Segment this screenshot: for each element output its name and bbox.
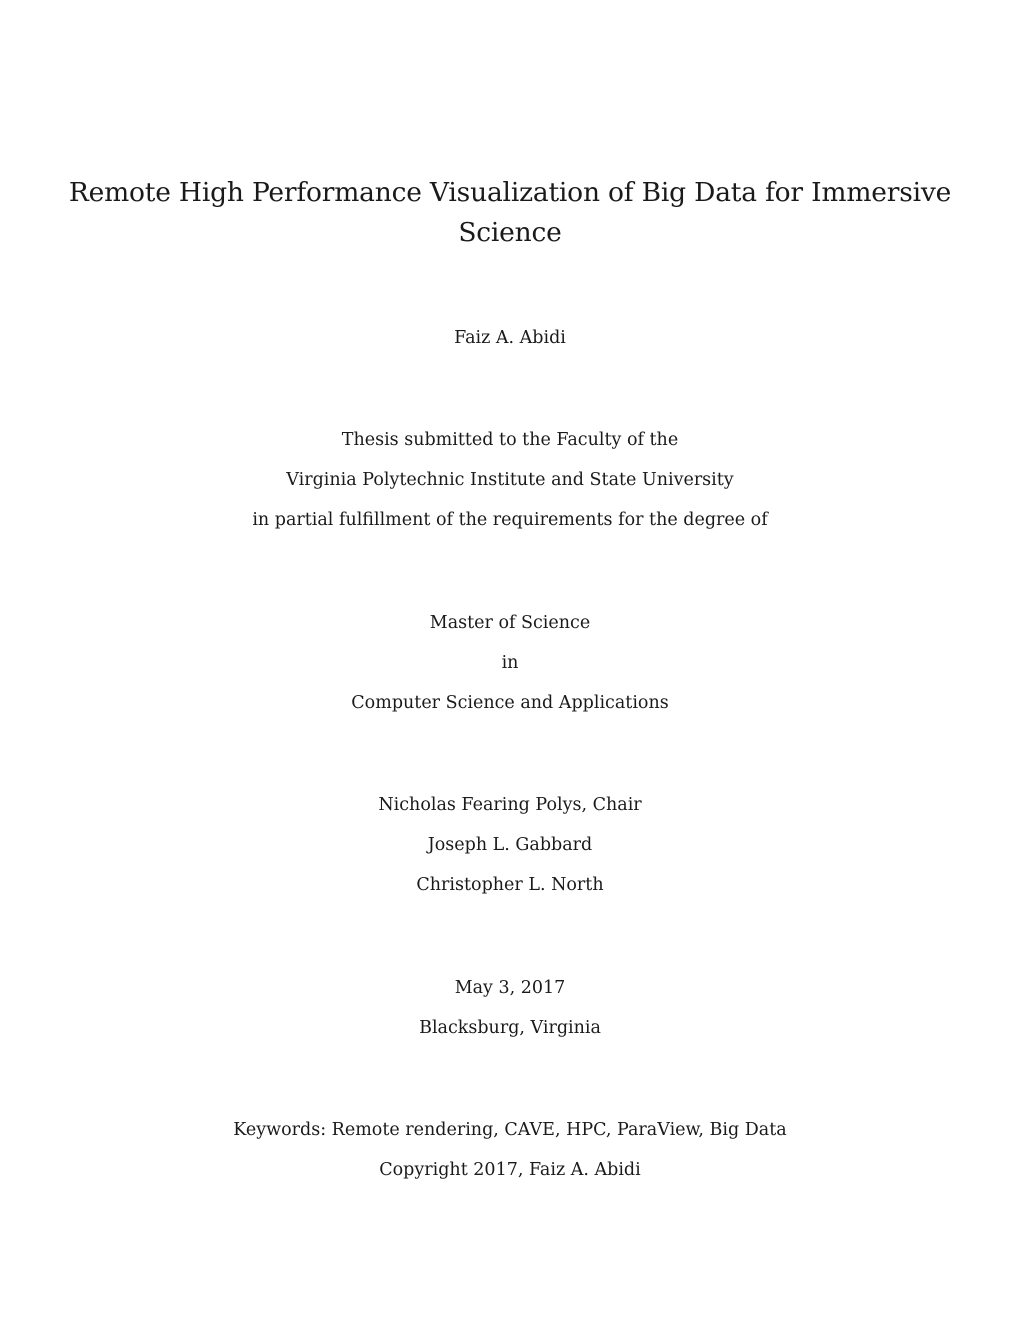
submission-line-3: in partial fulfillment of the requirements for the degree of bbox=[252, 510, 768, 530]
submission-line-1: Thesis submitted to the Faculty of the bbox=[341, 430, 679, 450]
author-name: Faiz A. Abidi bbox=[454, 328, 566, 348]
committee-member-chair: Nicholas Fearing Polys, Chair bbox=[378, 795, 642, 815]
location: Blacksburg, Virginia bbox=[419, 1018, 601, 1038]
thesis-title-line-1: Remote High Performance Visualization of Big Data for Immersive bbox=[68, 177, 952, 208]
committee-member-3: Christopher L. North bbox=[416, 875, 604, 895]
degree-connector: in bbox=[501, 653, 519, 673]
keywords: Keywords: Remote rendering, CAVE, HPC, ParaView, Big Data bbox=[233, 1120, 787, 1140]
degree-name: Master of Science bbox=[429, 613, 591, 633]
submission-line-2: Virginia Polytechnic Institute and State University bbox=[286, 470, 734, 490]
thesis-title-line-2: Science bbox=[458, 217, 562, 248]
committee-member-2: Joseph L. Gabbard bbox=[427, 835, 593, 855]
copyright: Copyright 2017, Faiz A. Abidi bbox=[379, 1160, 641, 1180]
degree-field: Computer Science and Applications bbox=[351, 693, 669, 713]
submission-date: May 3, 2017 bbox=[454, 978, 566, 998]
